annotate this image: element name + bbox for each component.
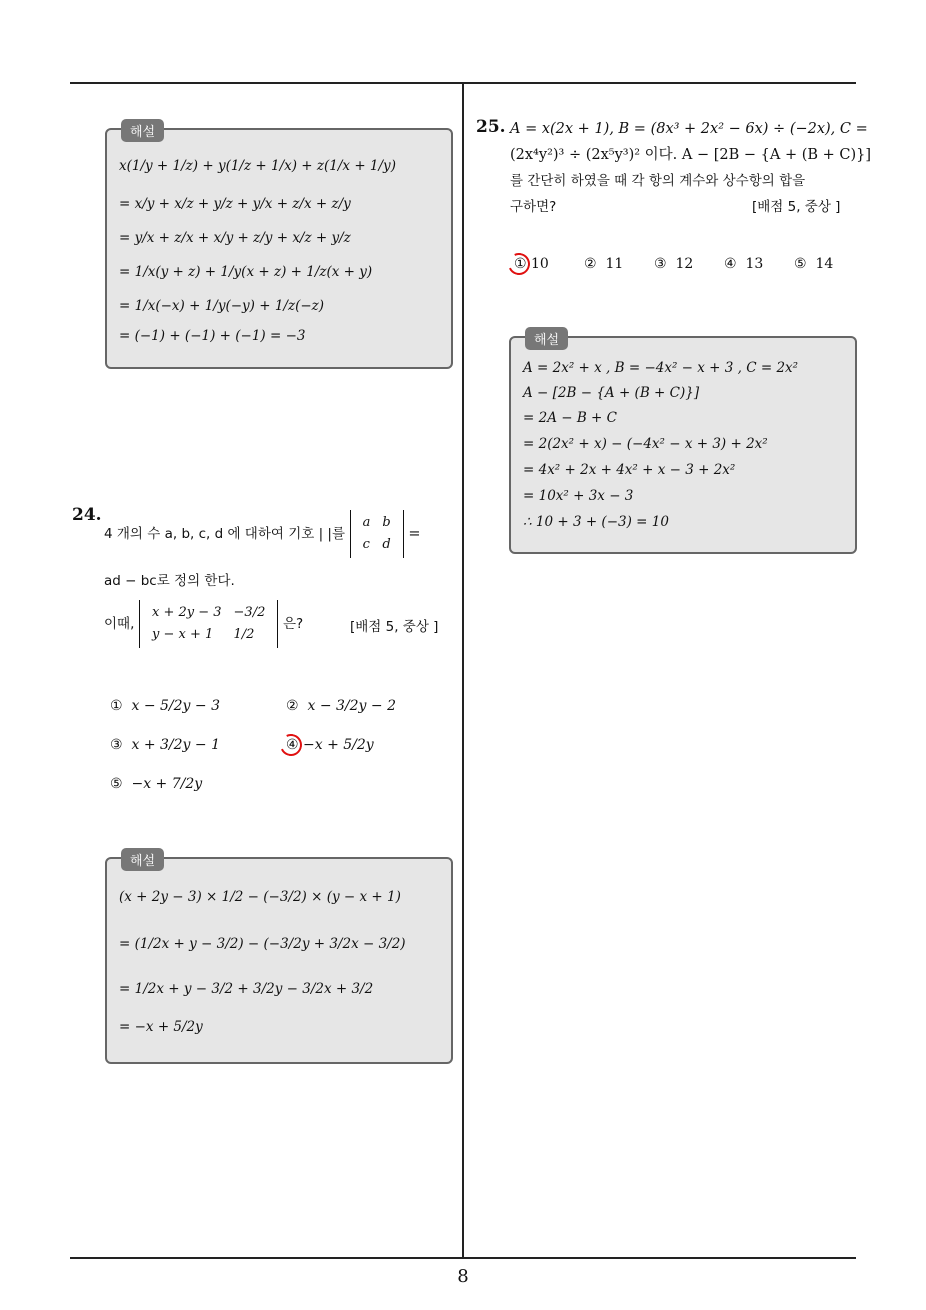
- det-d: d: [382, 537, 391, 552]
- bottom-rule: [70, 1257, 856, 1259]
- choice-25-3[interactable]: [654, 256, 693, 272]
- det-b: b: [382, 515, 391, 530]
- choice-text: 13: [745, 256, 764, 272]
- score-25: [배점 5, 중상 ]: [752, 199, 841, 215]
- choice-mark: ⑤: [794, 256, 807, 272]
- solution-line: = 1/x(−x) + 1/y(−y) + 1/z(−z): [119, 298, 325, 314]
- choice-mark: ③: [110, 737, 123, 753]
- choice-text: x + 3/2y − 1: [131, 737, 220, 753]
- choice-mark: ①: [514, 256, 527, 272]
- solution-line: = 1/2x + y − 3/2 + 3/2y − 3/2x + 3/2: [119, 981, 374, 997]
- determinant-definition: [350, 510, 404, 558]
- det-q-d: 1/2: [233, 627, 255, 642]
- question-24-line2: ad − bc로 정의 한다.: [104, 573, 235, 589]
- question-number-25: 25.: [476, 117, 506, 137]
- choice-25-4[interactable]: [724, 256, 763, 272]
- question-24-then: 이때,: [104, 616, 135, 632]
- solution-tag: 해설: [121, 119, 164, 142]
- solution-line: A = 2x² + x , B = −4x² − x + 3 , C = 2x²: [523, 360, 799, 376]
- choice-mark: ②: [584, 256, 597, 272]
- question-25-line: (2x⁴y²)³ ÷ (2x⁵y³)² 이다. A − [2B − {A + (B + C)}]: [510, 147, 872, 163]
- page-number: 8: [457, 1266, 469, 1287]
- choice-text: 12: [675, 256, 694, 272]
- solution-line: = 10x² + 3x − 3: [523, 488, 634, 504]
- solution-line: x(1/y + 1/z) + y(1/z + 1/x) + z(1/x + 1/y): [119, 158, 396, 174]
- solution-box-23: [105, 125, 453, 369]
- solution-line: = y/x + z/x + x/y + z/y + x/z + y/z: [119, 230, 351, 246]
- solution-tag: 해설: [525, 327, 568, 350]
- choice-text: 14: [815, 256, 834, 272]
- solution-line: = −x + 5/2y: [119, 1019, 203, 1035]
- det-a: a: [362, 515, 371, 530]
- choice-24-3[interactable]: [110, 737, 220, 753]
- solution-line: = 2(2x² + x) − (−4x² − x + 3) + 2x²: [523, 436, 768, 452]
- choice-mark: ②: [286, 698, 299, 714]
- choice-text: 11: [605, 256, 624, 272]
- question-24-suffix: 은?: [282, 616, 304, 632]
- det-c: c: [362, 537, 370, 552]
- choice-25-2[interactable]: [584, 256, 623, 272]
- choice-mark: ①: [110, 698, 123, 714]
- answer-circle-24: [277, 731, 305, 759]
- solution-line: (x + 2y − 3) × 1/2 − (−3/2) × (y − x + 1): [119, 889, 401, 905]
- choice-mark: ④: [724, 256, 737, 272]
- column-divider: [462, 83, 464, 1258]
- choice-text: −x + 7/2y: [131, 776, 203, 792]
- choice-mark: ③: [654, 256, 667, 272]
- choice-text: x − 5/2y − 3: [131, 698, 220, 714]
- question-24-line1: [104, 510, 456, 558]
- solution-line: = 1/x(y + z) + 1/y(x + z) + 1/z(x + y): [119, 264, 373, 280]
- solution-line: = (1/2x + y − 3/2) − (−3/2y + 3/2x − 3/2): [119, 936, 406, 952]
- choice-24-5[interactable]: [110, 776, 202, 792]
- solution-line: = x/y + x/z + y/z + y/x + z/x + z/y: [119, 196, 351, 212]
- solution-line: = 2A − B + C: [523, 410, 617, 426]
- score-24: [배점 5, 중상 ]: [350, 619, 439, 635]
- equals-sign: =: [408, 526, 421, 542]
- solution-line: ∴ 10 + 3 + (−3) = 10: [523, 514, 669, 530]
- question-25-line: 를 간단히 하였을 때 각 항의 계수와 상수항의 합을: [510, 173, 806, 189]
- solution-line: A − [2B − {A + (B + C)}]: [523, 385, 700, 401]
- question-number-24: 24.: [72, 505, 102, 525]
- det-q-a: x + 2y − 3: [151, 605, 222, 620]
- question-24-definition-text: 4 개의 수 a, b, c, d 에 대하여 기호 | |를: [104, 526, 346, 542]
- choice-mark: ④: [286, 737, 299, 753]
- det-q-c: y − x + 1: [151, 627, 214, 642]
- solution-box-25: [509, 333, 857, 554]
- det-q-b: −3/2: [233, 605, 266, 620]
- choice-text: x − 3/2y − 2: [307, 698, 396, 714]
- choice-text: −x + 5/2y: [303, 737, 374, 753]
- solution-box-24: [105, 854, 453, 1064]
- question-25-line: A = x(2x + 1), B = (8x³ + 2x² − 6x) ÷ (−2x), C =: [510, 121, 868, 137]
- choice-text: 10: [531, 256, 549, 272]
- solution-tag: 해설: [121, 848, 164, 871]
- choice-mark: ⑤: [110, 776, 123, 792]
- choice-24-2[interactable]: [286, 698, 396, 714]
- answer-circle-25: [505, 250, 533, 278]
- question-25-line: 구하면?: [510, 199, 557, 215]
- choice-24-1[interactable]: [110, 698, 220, 714]
- choice-25-5[interactable]: [794, 256, 833, 272]
- solution-line: = 4x² + 2x + 4x² + x − 3 + 2x²: [523, 462, 736, 478]
- determinant-question: [139, 600, 278, 648]
- solution-line: = (−1) + (−1) + (−1) = −3: [119, 328, 306, 344]
